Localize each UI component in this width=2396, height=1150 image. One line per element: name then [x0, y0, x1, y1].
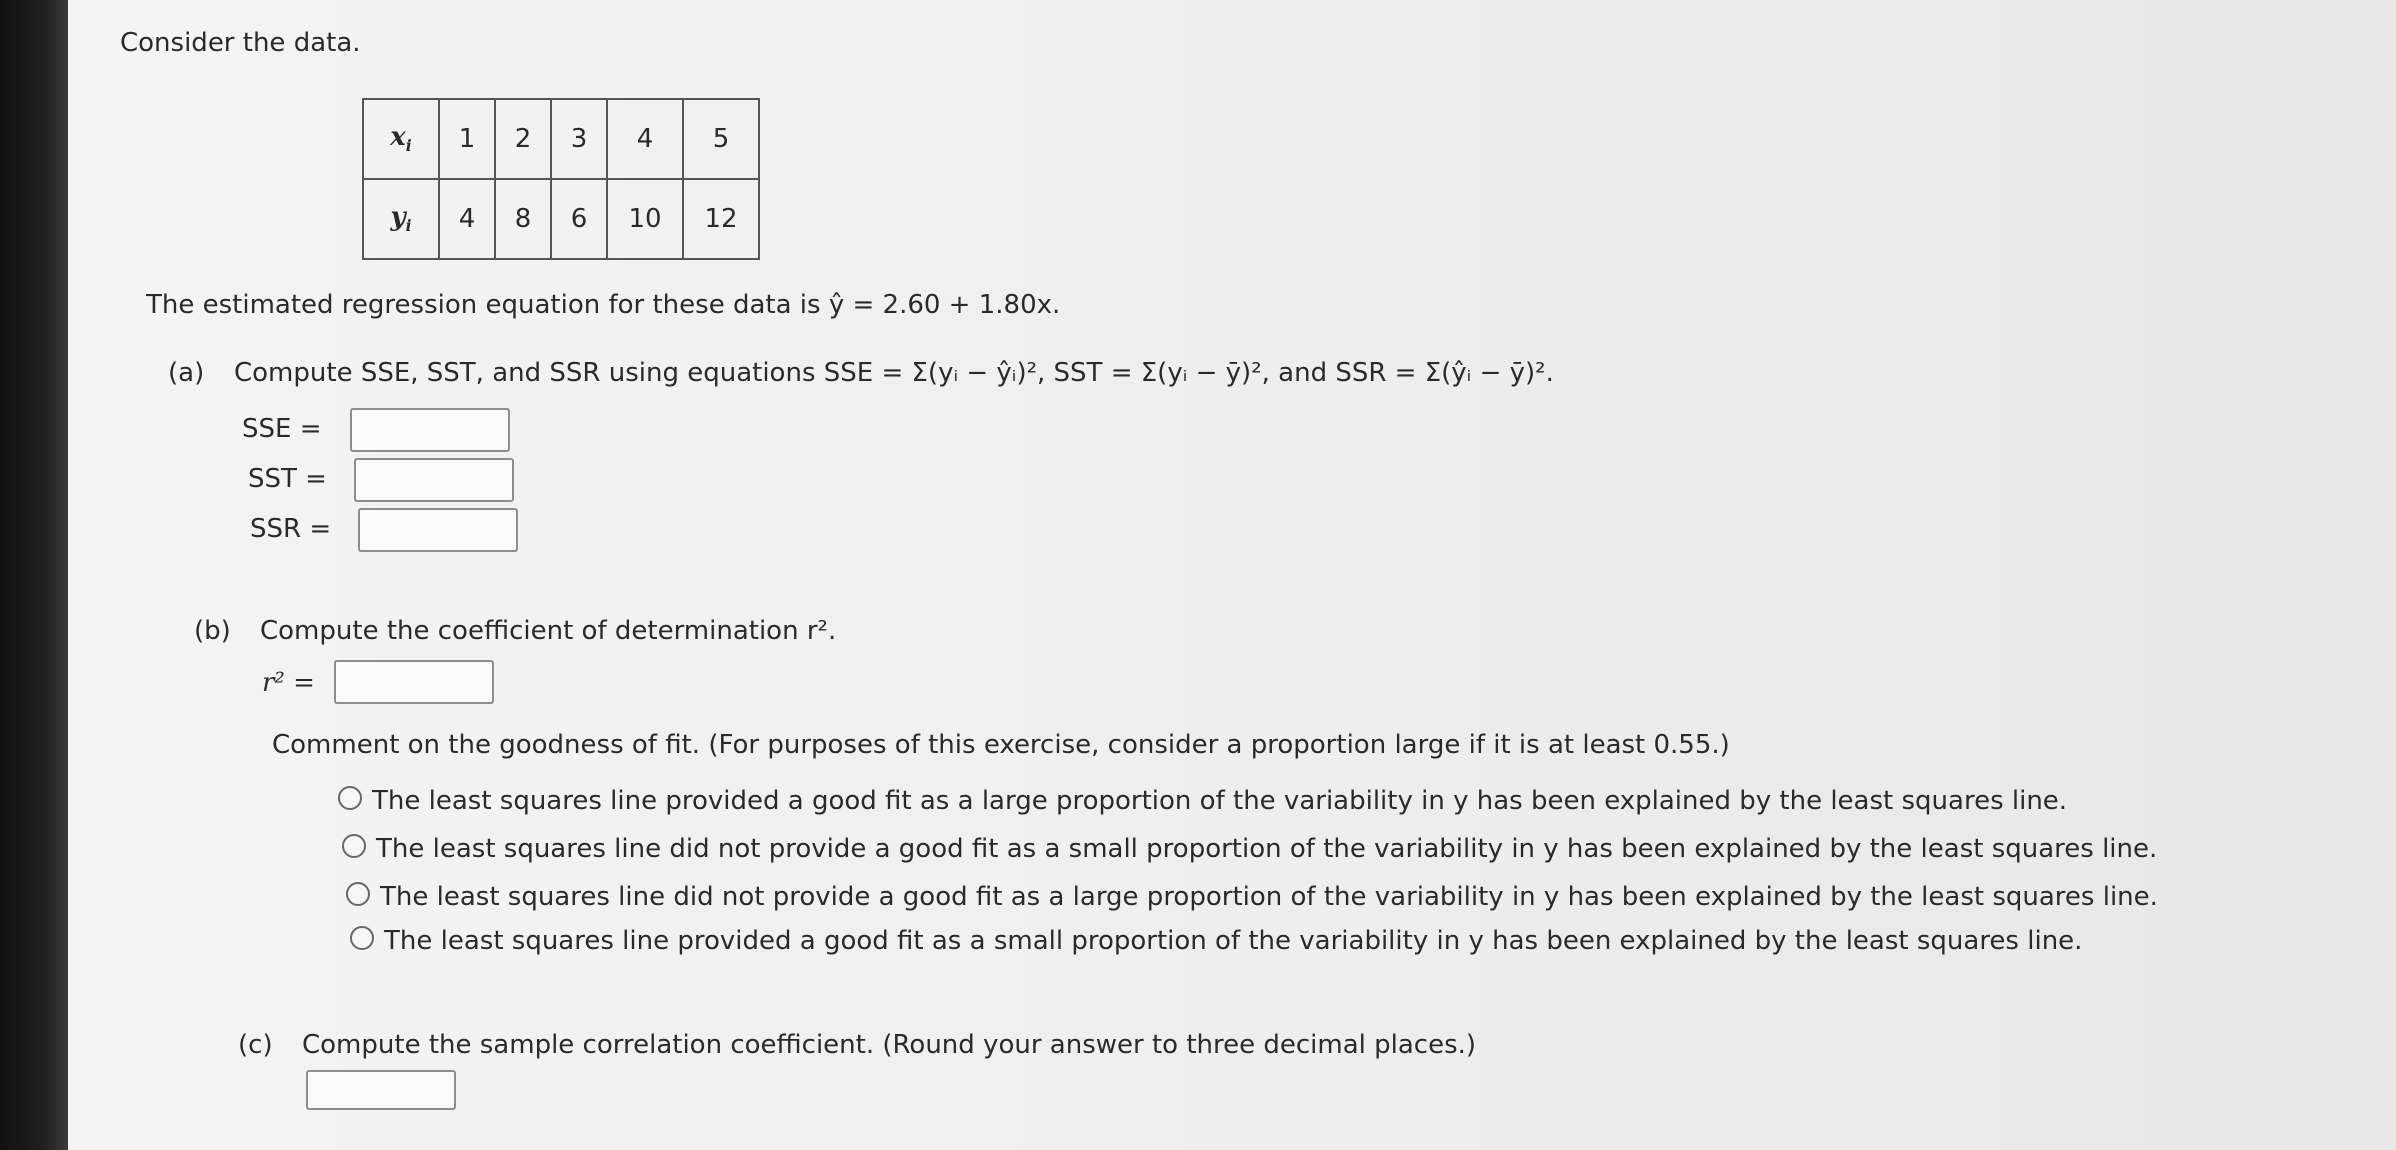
table-row-x [363, 99, 759, 179]
y-header: $y_i$ [363, 179, 439, 259]
y-cell: 10 [607, 179, 683, 259]
option-radio-2[interactable] [342, 834, 366, 858]
ssr-label: SSR = [250, 514, 332, 544]
option-text-2[interactable]: The least squares line did not provide a good fit as a small proportion of the variability in y has been explained by the least squares line. [376, 834, 2158, 864]
y-cell: 8 [495, 179, 551, 259]
r2-label: r² = [262, 668, 315, 698]
option-radio-4[interactable] [350, 926, 374, 950]
y-cell: 4 [439, 179, 495, 259]
y-cell: 12 [683, 179, 759, 259]
part-b-prompt: Compute the coefficient of determination r². [260, 616, 837, 646]
option-radio-1[interactable] [338, 786, 362, 810]
sse-input[interactable] [350, 408, 510, 452]
option-radio-3[interactable] [346, 882, 370, 906]
correlation-input[interactable] [306, 1070, 456, 1110]
x-header: $x_i$ [363, 99, 439, 179]
r2-input[interactable] [334, 660, 494, 704]
x-cell: 2 [495, 99, 551, 179]
goodness-of-fit-comment: Comment on the goodness of fit. (For purposes of this exercise, consider a proportion large if it is at least 0.55.) [272, 730, 1730, 760]
y-cell: 6 [551, 179, 607, 259]
part-a-prompt: Compute SSE, SST, and SSR using equations SSE = Σ(yᵢ − ŷᵢ)², SST = Σ(yᵢ − ȳ)², and SSR = Σ(ŷᵢ − ȳ)². [234, 358, 1554, 388]
x-cell: 4 [607, 99, 683, 179]
sse-label: SSE = [242, 414, 322, 444]
ssr-input[interactable] [358, 508, 518, 552]
regression-equation-text: The estimated regression equation for these data is ŷ = 2.60 + 1.80x. [146, 290, 1061, 320]
part-c-label: (c) [238, 1030, 273, 1060]
part-c-prompt: Compute the sample correlation coefficient. (Round your answer to three decimal places.) [302, 1030, 1477, 1060]
x-cell: 1 [439, 99, 495, 179]
part-b-label: (b) [194, 616, 231, 646]
data-table [362, 98, 760, 260]
part-a-label: (a) [168, 358, 205, 388]
question-page [68, 0, 2396, 1150]
option-text-1[interactable]: The least squares line provided a good fit as a large proportion of the variability in y has been explained by the least squares line. [372, 786, 2068, 816]
option-text-4[interactable]: The least squares line provided a good fit as a small proportion of the variability in y has been explained by the least squares line. [384, 926, 2083, 956]
screen-left-edge [0, 0, 68, 1150]
x-cell: 5 [683, 99, 759, 179]
table-row-y [363, 179, 759, 259]
sst-label: SST = [248, 464, 327, 494]
option-text-3[interactable]: The least squares line did not provide a good fit as a large proportion of the variability in y has been explained by the least squares line. [380, 882, 2158, 912]
sst-input[interactable] [354, 458, 514, 502]
intro-text: Consider the data. [120, 28, 361, 58]
x-cell: 3 [551, 99, 607, 179]
